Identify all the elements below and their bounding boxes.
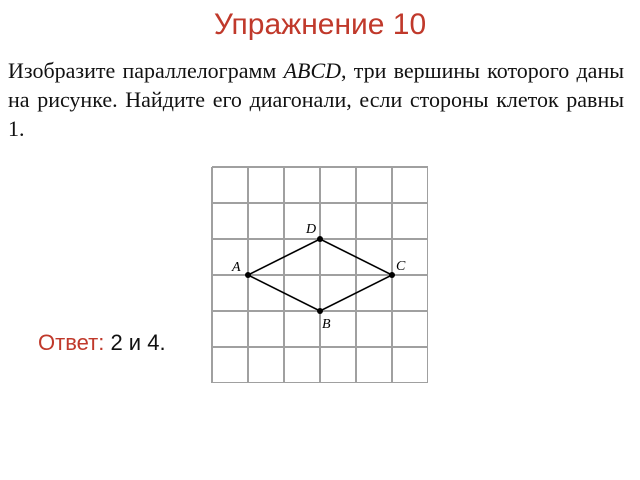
grid-figure [208, 163, 428, 383]
problem-text-after: , три вершины которого даны на рисунке. Найдите его диагонали, если стороны клеток равны 1. [8, 58, 625, 141]
vertex-a-point [245, 272, 251, 278]
slide-title: Упражнение 10 [213, 8, 427, 41]
vertex-d-point [317, 236, 323, 242]
vertex-b-label: B [322, 317, 331, 332]
problem-text-before: Изобразите параллелограмм [8, 58, 284, 83]
grid-lines [212, 167, 428, 383]
parallelogram-name: ABCD [283, 58, 342, 83]
answer-label: Ответ: [38, 330, 105, 355]
vertex-b-point [317, 308, 323, 314]
vertex-d-label: D [306, 222, 317, 237]
problem-statement [8, 56, 624, 143]
answer-value: 2 и 4. [110, 330, 166, 355]
answer [38, 330, 166, 356]
vertex-c-point [389, 272, 395, 278]
vertex-a-label: A [232, 260, 241, 275]
vertex-c-label: C [396, 259, 406, 274]
